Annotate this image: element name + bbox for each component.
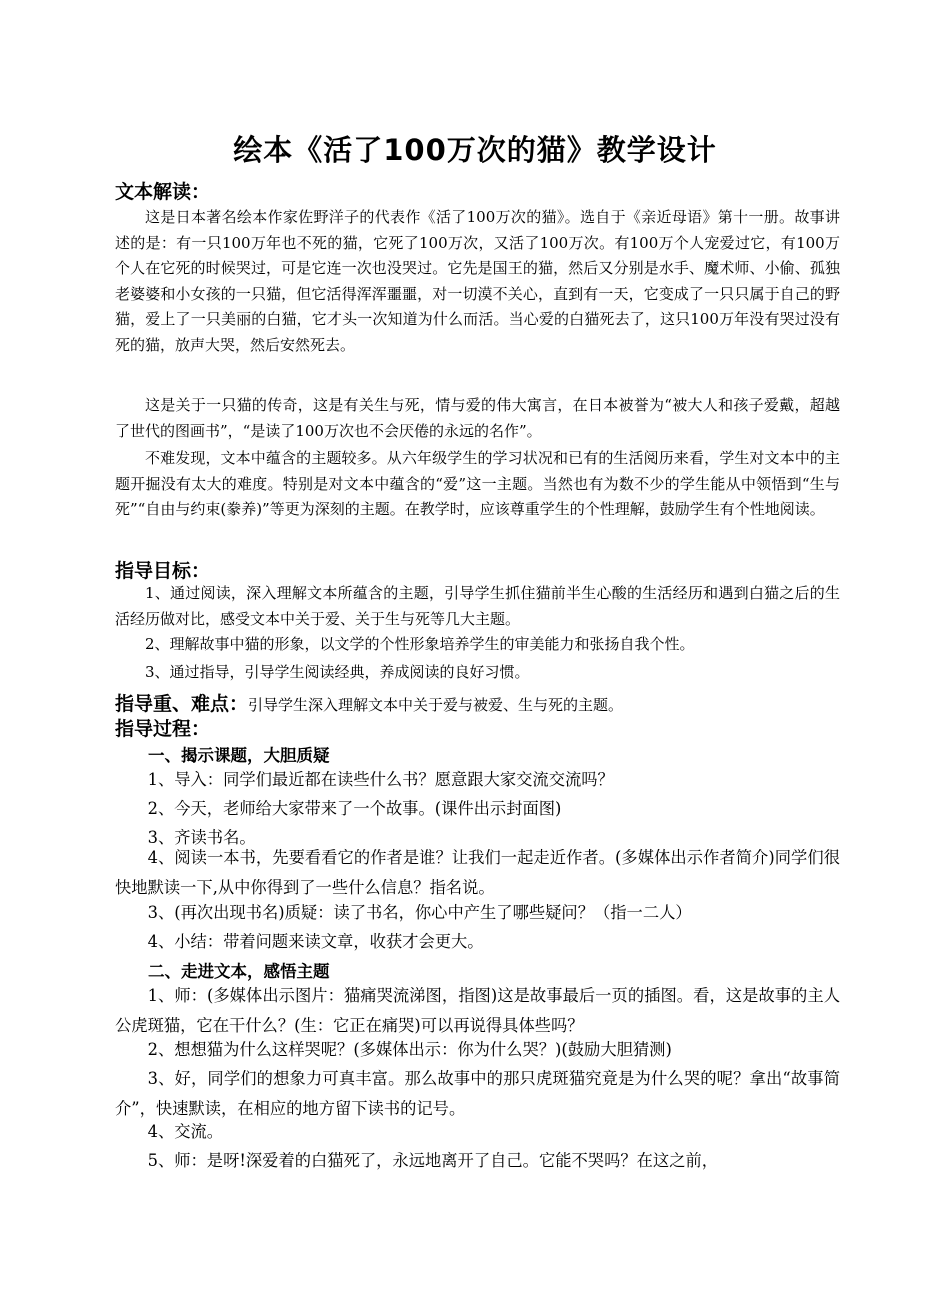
- section-heading-goals: 指导目标：: [115, 560, 211, 582]
- section-heading-interpretation: 文本解读：: [115, 181, 211, 203]
- process-part1-item-5: 3、(再次出现书名)质疑：读了书名，你心中产生了哪些疑问？（指一二人）: [147, 903, 692, 922]
- process-part1-item-3: 3、齐读书名。: [147, 828, 256, 847]
- interpretation-paragraph-2: 这是关于一只猫的传奇，这是有关生与死，情与爱的伟大寓言，在日本被誉为“被大人和孩子爱戴，超越了世代的图画书”，“是读了100万次也不会厌倦的永远的名作”。: [115, 396, 840, 440]
- section-heading-key-points: [115, 689, 623, 716]
- process-part2-item-2: 2、想想猫为什么这样哭呢？(多媒体出示：你为什么哭？)(鼓励大胆猜测): [147, 1040, 672, 1059]
- process-part1-title: 一、揭示课题，大胆质疑: [148, 746, 330, 765]
- process-part1-item-1: 1、导入：同学们最近都在读些什么书？愿意跟大家交流交流吗？: [147, 770, 614, 789]
- process-part1-item-4: 4、阅读一本书，先要看看它的作者是谁？让我们一起走近作者。(多媒体出示作者简介)同学们很快地默读一下,从中你得到了一些什么信息？指名说。: [115, 848, 840, 897]
- document-title: 绘本《活了100万次的猫》教学设计: [233, 133, 717, 167]
- process-part1-item-6: 4、小结：带着问题来读文章，收获才会更大。: [147, 932, 484, 951]
- process-part2-title: 二、走进文本，感悟主题: [148, 962, 330, 981]
- process-part2-item-5: 5、师：是呀!深爱着的白猫死了，永远地离开了自己。它能不哭吗？在这之前，: [147, 1151, 719, 1170]
- process-part1-item-2: 2、今天，老师给大家带来了一个故事。(课件出示封面图): [147, 799, 562, 818]
- key-points-text: 引导学生深入理解文本中关于爱与被爱、生与死的主题。: [248, 696, 624, 714]
- key-points-label: 指导重、难点：: [115, 693, 249, 715]
- process-part2-item-4: 4、交流。: [147, 1122, 224, 1141]
- interpretation-paragraph-1: 这是日本著名绘本作家佐野洋子的代表作《活了100万次的猫》。选自于《亲近母语》第十一册。故事讲述的是：有一只100万年也不死的猫，它死了100万次，又活了100万次。有100万个人宠爱过它，有100万个人在它死的时候哭过，可是它连一次也没哭过。它先是国王的猫，然后又分别是水手、魔术师、小偷、孤独老婆婆和小女孩的一只猫，但它活得浑浑噩噩，对一切漠不关心，直到有一天，它变成了一只只属于自己的野猫，爱上了一只美丽的白猫，它才头一次知道为什么而活。当心爱的白猫死去了，这只100万年没有哭过没有死的猫，放声大哭，然后安然死去。: [115, 208, 840, 354]
- process-part2-item-1: 1、师：(多媒体出示图片：猫痛哭流涕图，指图)这是故事最后一页的插图。看，这是故事的主人公虎斑猫，它在干什么？(生：它正在痛哭)可以再说得具体些吗？: [115, 986, 840, 1035]
- goal-item-1: 1、通过阅读，深入理解文本所蕴含的主题，引导学生抓住猫前半生心酸的生活经历和遇到白猫之后的生活经历做对比，感受文本中关于爱、关于生与死等几大主题。: [115, 584, 840, 628]
- interpretation-paragraph-3: 不难发现，文本中蕴含的主题较多。从六年级学生的学习状况和已有的生活阅历来看，学生对文本中的主题开掘没有太大的难度。特别是对文本中蕴含的“爱”这一主题。当然也有为数不少的学生能从中领悟到“生与死”“自由与约束(豢养)”等更为深刻的主题。在教学时，应该尊重学生的个性理解，鼓励学生有个性地阅读。: [115, 449, 840, 518]
- goal-item-2: 2、理解故事中猫的形象，以文学的个性形象培养学生的审美能力和张扬自我个性。: [145, 635, 695, 653]
- process-part2-item-3: 3、好，同学们的想象力可真丰富。那么故事中的那只虎斑猫究竟是为什么哭的呢？拿出“故事简介”，快速默读，在相应的地方留下读书的记号。: [115, 1069, 840, 1118]
- goal-item-3: 3、通过指导，引导学生阅读经典，养成阅读的良好习惯。: [145, 663, 530, 681]
- section-heading-process: 指导过程：: [115, 718, 211, 740]
